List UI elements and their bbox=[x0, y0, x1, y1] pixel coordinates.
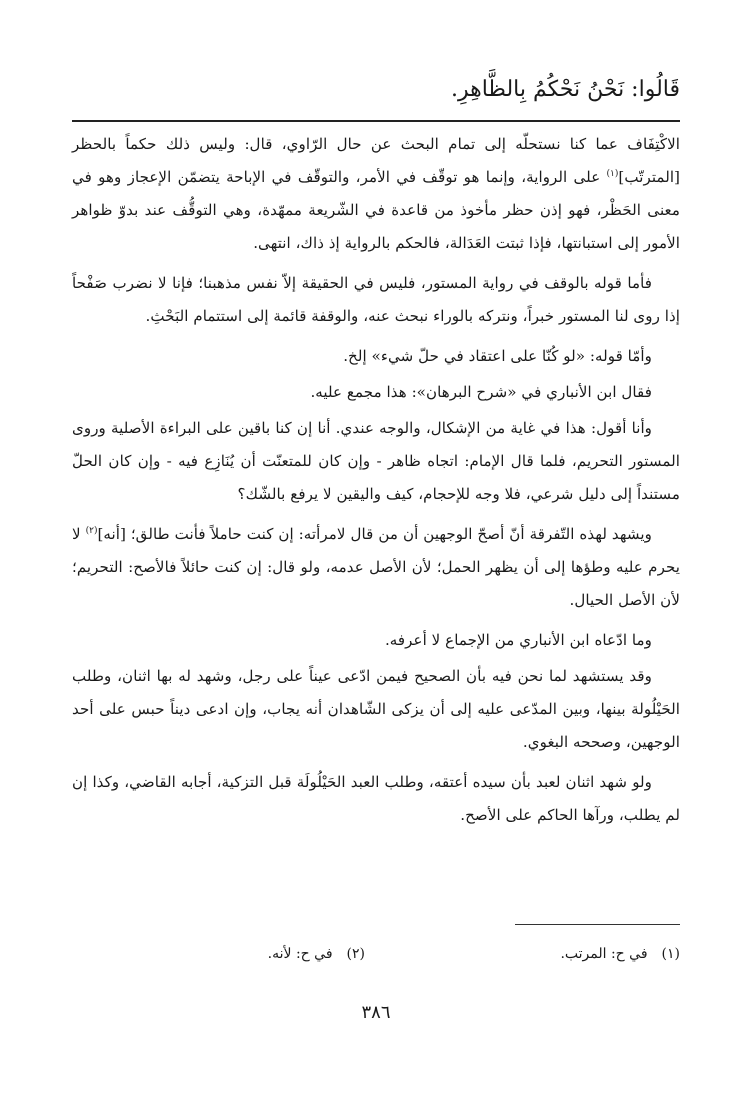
footnote-2 bbox=[268, 941, 365, 967]
paragraph-9: ولو شهد اثنان لعبد بأن سيده أعتقه، وطلب العبد الحَيْلُولَة قبل التزكية، أجابه القاضي، وكذا إن لم يطلب، ورآها الحاكم على الأصح. bbox=[72, 773, 680, 824]
paragraph-3: وأمّا قوله: «لو كُنّا على اعتقاد في حلّ شيء» إلخ. bbox=[343, 347, 652, 365]
page-number: ٣٨٦ bbox=[361, 1002, 391, 1023]
main-text bbox=[72, 128, 680, 839]
paragraph-1-part-a: الاكْتِفَاف عما كنا نستحلّه إلى تمام البحث عن حال الرّاوي، قال: وليس ذلك حكماً بالحظر [المترتّب] bbox=[72, 135, 680, 186]
paragraph-1 bbox=[72, 128, 680, 260]
paragraph-4: فقال ابن الأنباري في «شرح البرهان»: هذا مجمع عليه. bbox=[310, 383, 652, 401]
paragraph-6 bbox=[72, 518, 680, 617]
paragraph-6-part-a: ويشهد لهذه التّفرقة أنّ أصحّ الوجهين أن من قال لامرأته: إن كنت حاملاً فأنت طالق؛ [أنه] bbox=[97, 525, 652, 543]
footnote-2-number: (٢) bbox=[346, 946, 365, 962]
footnote-divider bbox=[515, 924, 680, 925]
paragraph-5: وأنا أقول: هذا في غاية من الإشكال، والوجه عندي. أنا إن كنا باقين على البراءة الأصلية وروى المستور التحريم، فلما قال الإمام: اتجاه ظاهر - وإن كان للمتعنّت أن يُنَازِع فيه - وإن كان الحلّ مستنداً إلى دليل شرعي، فلا وجه للإحجام، كيف واليقين لا يرفع بالشّك؟ bbox=[72, 419, 680, 503]
running-header: قَالُوا: نَحْنُ نَحْكُمُ بِالظَّاهِرِ. bbox=[451, 77, 680, 102]
footnote-1-number: (١) bbox=[661, 946, 680, 962]
footnote-1 bbox=[560, 941, 680, 967]
footnote-ref-2[interactable]: (٢) bbox=[85, 525, 98, 536]
paragraph-8: وقد يستشهد لما نحن فيه بأن الصحيح فيمن ادّعى عيناً على رجل، وشهد له بها اثنان، وطلب الحَيْلُولة بينها، وبين المدّعى عليه إلى أن يزكى الشّاهدان أنه يجاب، وإن ادعى ديناً حبس على أحد الوجهين، وصححه البغوي. bbox=[72, 667, 680, 751]
footnote-1-text: في ح: المرتب. bbox=[560, 946, 648, 962]
footnote-2-text: في ح: لأنه. bbox=[267, 946, 333, 962]
header-divider bbox=[72, 120, 680, 122]
paragraph-7: وما ادّعاه ابن الأنباري من الإجماع لا أعرفه. bbox=[384, 631, 652, 649]
paragraph-6-part-b: لا يحرم عليه وطؤها إلى أن يظهر الحمل؛ لأن الأصل عدمه، ولو قال: إن كنت حائلاً فالأصح: التحريم؛ لأن الأصل الحيال. bbox=[72, 525, 680, 609]
paragraph-1-part-b: على الرواية، وإنما هو توقّف في الأمر، والتوقّف في الإباحة يتضمّن الإعجاز وهو في معنى الحَظْر، فهو إذن حظر مأخوذ من قاعدة في الشّريعة ممهّدة، وهي التوقُّف عند بدوّ ظواهر الأمور إلى استبانتها، فإذا ثبتت العَدَالة، فالحكم بالرواية إذ ذاك، انتهى. bbox=[72, 168, 680, 252]
paragraph-2: فأما قوله بالوقف في رواية المستور، فليس في الحقيقة إلاّ نفس مذهبنا؛ فإنا لا نضرب صَفْحاً إذا روى لنا المستور خبراً، ونتركه بالوراء نبحث عنه، والوقفة قائمة إلى استتمام البَحْثِ. bbox=[72, 274, 680, 325]
footnote-ref-1[interactable]: (١) bbox=[606, 168, 619, 179]
